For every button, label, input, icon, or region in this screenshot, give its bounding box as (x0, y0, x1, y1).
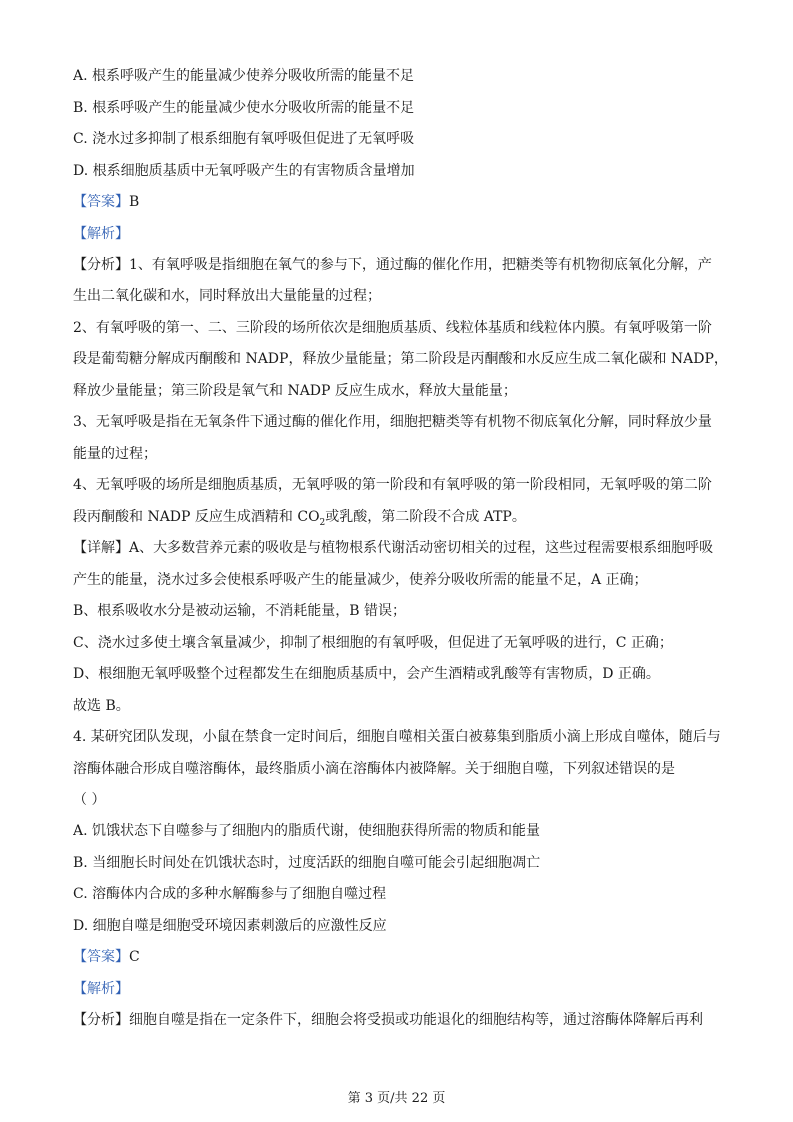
q3-option-b: B. 根系呼吸产生的能量减少使水分吸收所需的能量不足 (73, 100, 415, 116)
q4-answer (73, 947, 733, 967)
xiangjie-tag: 【详解】 (73, 540, 129, 556)
q3-option-d: D. 根系细胞质基质中无氧呼吸产生的有害物质含量增加 (73, 163, 415, 179)
fenxi-text: 1、有氧呼吸是指细胞在氧气的参与下，通过酶的催化作用，把糖类等有机物彻底氧化分解，产 (129, 257, 712, 273)
fenxi-tag: 【分析】 (73, 257, 129, 273)
page-footer: 第 3 页/共 22 页 (347, 1091, 446, 1106)
q3-fenxi-line-1 (73, 255, 733, 275)
answer-tag: 【答案】 (73, 949, 129, 965)
q3-xiangjie-line-3: B、根系吸收水分是被动运输，不消耗能量，B 错误； (73, 603, 407, 619)
q4-answer-blank: （ ） (73, 792, 106, 808)
xiangjie-text: A、大多数营养元素的吸收是与植物根系代谢活动密切相关的过程，这些过程需要根系细胞呼吸 (129, 540, 714, 556)
fenxi-line-9-post: 或乳酸，第二阶段不合成 ATP。 (325, 509, 526, 525)
q3-xiangjie-line-5: D、根细胞无氧呼吸整个过程都发生在细胞质基质中，会产生酒精或乳酸等有害物质，D 正确。 (73, 666, 660, 682)
q3-fenxi-line-9 (73, 507, 733, 527)
q3-conclusion: 故选 B。 (73, 698, 130, 714)
q4-stem-line-1: 4. 某研究团队发现，小鼠在禁食一定时间后，细胞自噬相关蛋白被募集到脂质小滴上形成自噬体，随后与 (73, 729, 721, 745)
fenxi-line-9-pre: 段丙酮酸和 NADP 反应生成酒精和 CO (73, 509, 320, 525)
co2-subscript: 2 (319, 517, 326, 527)
q4-option-d: D. 细胞自噬是细胞受环境因素刺激后的应激性反应 (73, 918, 387, 934)
q4-option-c: C. 溶酶体内合成的多种水解酶参与了细胞自噬过程 (73, 886, 387, 902)
analysis-tag: 【解析】 (73, 226, 129, 242)
q3-fenxi-line-3: 2、有氧呼吸的第一、二、三阶段的场所依次是细胞质基质、线粒体基质和线粒体内膜。有氧呼吸第一阶 (73, 320, 712, 336)
q3-fenxi-line-8: 4、无氧呼吸的场所是细胞质基质，无氧呼吸的第一阶段和有氧呼吸的第一阶段相同，无氧呼吸的第二阶 (73, 477, 712, 493)
q3-xiangjie-line-1 (73, 538, 733, 558)
q3-fenxi-line-7: 能量的过程； (73, 446, 157, 462)
q3-xiangjie-line-4: C、浇水过多使土壤含氧量减少，抑制了根细胞的有氧呼吸，但促进了无氧呼吸的进行，C 正确； (73, 635, 673, 651)
answer-value: B (129, 194, 140, 210)
fenxi-text: 细胞自噬是指在一定条件下，细胞会将受损或功能退化的细胞结构等，通过溶酶体降解后再利 (129, 1012, 703, 1028)
fenxi-tag: 【分析】 (73, 1012, 129, 1028)
q4-analysis-heading (73, 979, 733, 999)
answer-value: C (129, 949, 140, 965)
q3-fenxi-line-6: 3、无氧呼吸是指在无氧条件下通过酶的催化作用，细胞把糖类等有机物不彻底氧化分解，同时释放少量 (73, 414, 712, 430)
q3-analysis-heading (73, 224, 733, 244)
q3-fenxi-line-5: 释放少量能量；第三阶段是氧气和 NADP 反应生成水，释放大量能量； (73, 383, 517, 399)
q3-xiangjie-line-2: 产生的能量，浇水过多会使根系呼吸产生的能量减少，使养分吸收所需的能量不足，A 正确； (73, 572, 648, 588)
q4-option-a: A. 饥饿状态下自噬参与了细胞内的脂质代谢，使细胞获得所需的物质和能量 (73, 823, 541, 839)
q4-fenxi-line-1 (73, 1010, 733, 1030)
analysis-tag: 【解析】 (73, 981, 129, 997)
q3-fenxi-line-4: 段是葡萄糖分解成丙酮酸和 NADP，释放少量能量；第二阶段是丙酮酸和水反应生成二氧化碳和 NADP， (73, 351, 728, 367)
q3-fenxi-line-2: 生出二氧化碳和水，同时释放出大量能量的过程； (73, 288, 381, 304)
q4-stem-line-2: 溶酶体融合形成自噬溶酶体，最终脂质小滴在溶酶体内被降解。关于细胞自噬，下列叙述错误的是 (73, 761, 675, 777)
q3-option-c: C. 浇水过多抑制了根系细胞有氧呼吸但促进了无氧呼吸 (73, 131, 415, 147)
q3-option-a: A. 根系呼吸产生的能量减少使养分吸收所需的能量不足 (73, 68, 415, 84)
q4-option-b: B. 当细胞长时间处在饥饿状态时，过度活跃的细胞自噬可能会引起细胞凋亡 (73, 855, 541, 871)
q3-answer (73, 192, 733, 212)
answer-tag: 【答案】 (73, 194, 129, 210)
